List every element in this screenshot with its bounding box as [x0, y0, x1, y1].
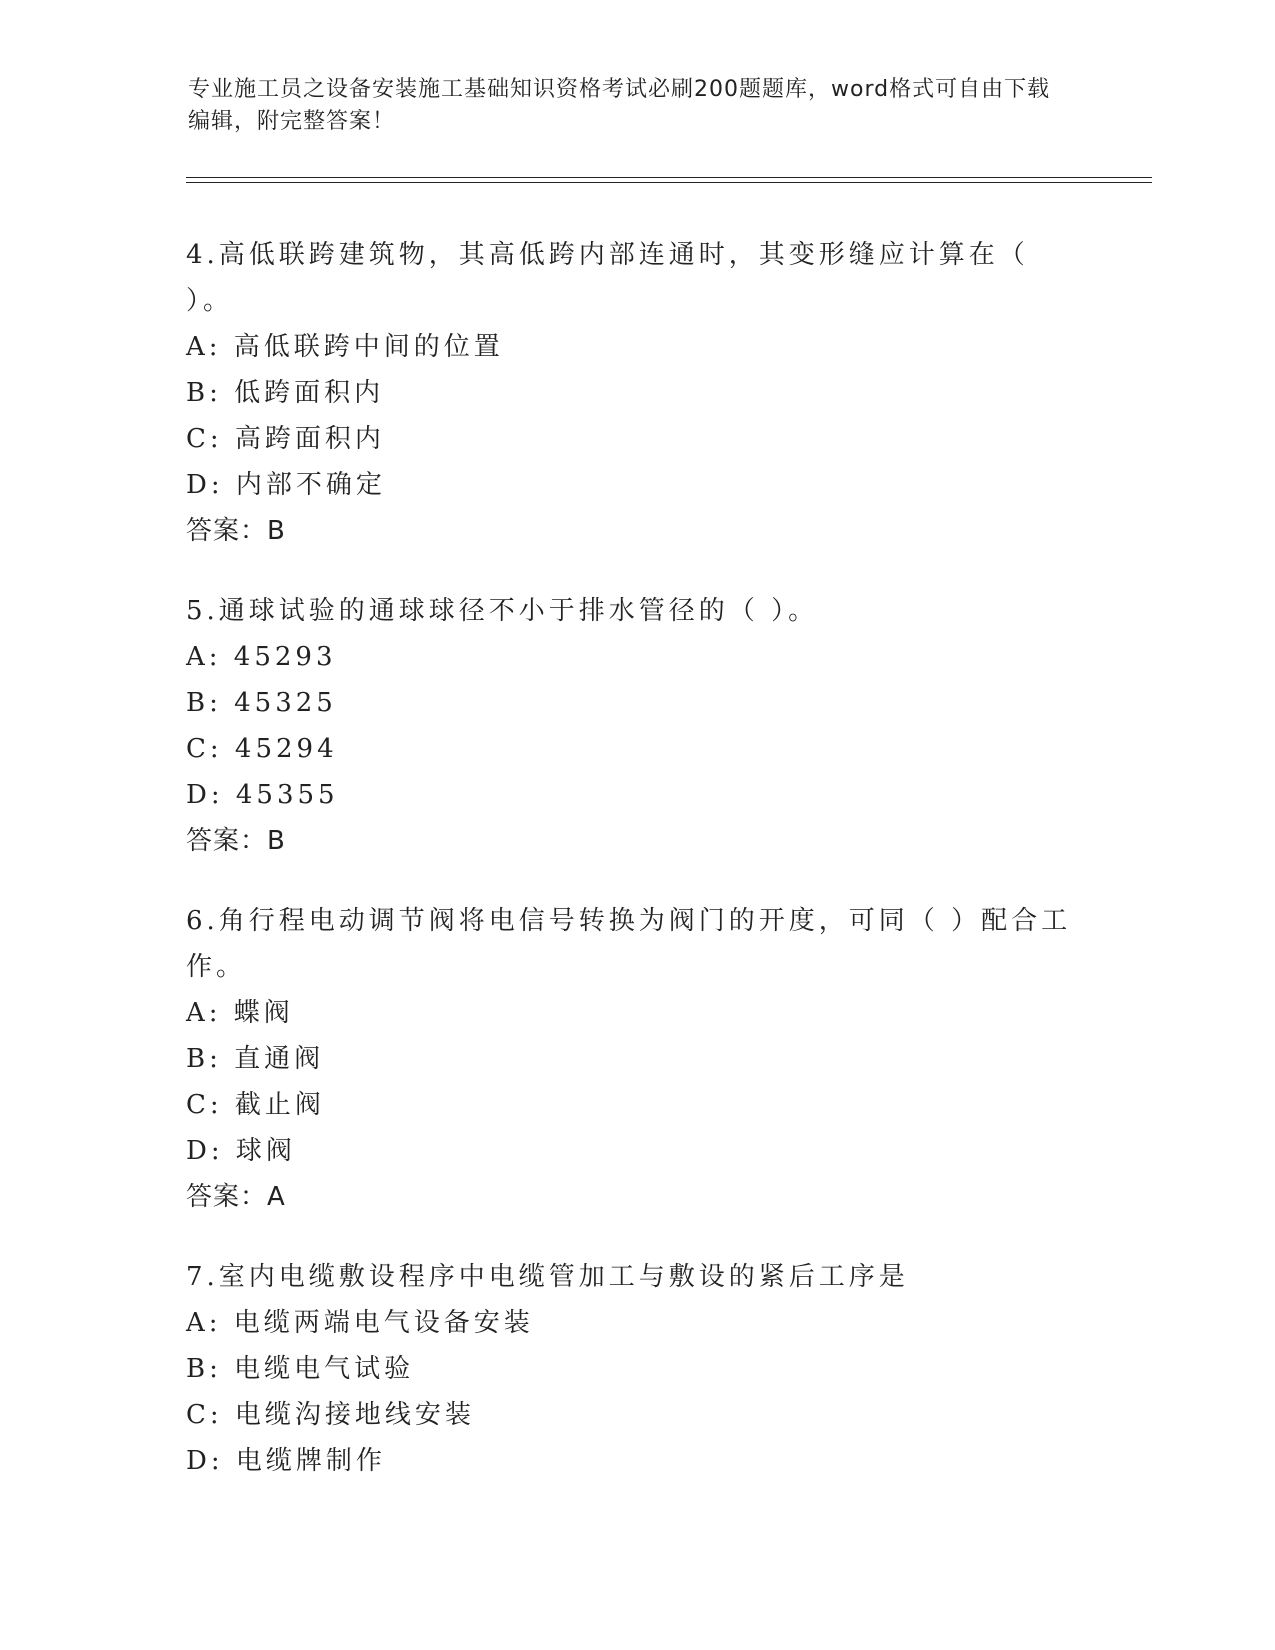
- option-c: C: 高跨面积内: [186, 424, 385, 454]
- option-b: B: 45325: [186, 688, 337, 718]
- header-rule-bottom: [186, 182, 1152, 183]
- question-stem: 4.高低联跨建筑物，其高低跨内部连通时，其变形缝应计算在（ ）。: [186, 240, 1029, 316]
- option-a: A: 电缆两端电气设备安装: [186, 1308, 534, 1338]
- question-stem: 6.角行程电动调节阀将电信号转换为阀门的开度，可同（ ）配合工作。: [186, 906, 1072, 982]
- document-header: 专业施工员之设备安装施工基础知识资格考试必刷200题题库，word格式可自由下载编辑，附完整答案！: [188, 77, 1051, 134]
- option-d: D: 电缆牌制作: [186, 1446, 386, 1476]
- option-c: C: 电缆沟接地线安装: [186, 1400, 475, 1430]
- question-5: [186, 588, 1086, 864]
- option-c: C: 45294: [186, 734, 338, 764]
- option-d: D: 球阀: [186, 1136, 296, 1166]
- option-d: D: 内部不确定: [186, 470, 386, 500]
- question-stem: 5.通球试验的通球球径不小于排水管径的（ ）。: [186, 596, 819, 626]
- option-b: B: 电缆电气试验: [186, 1354, 415, 1384]
- option-a: A: 蝶阀: [186, 998, 294, 1028]
- option-b: B: 直通阀: [186, 1044, 325, 1074]
- question-6: [186, 898, 1086, 1220]
- question-stem: 7.室内电缆敷设程序中电缆管加工与敷设的紧后工序是: [186, 1262, 909, 1292]
- answer: 答案：B: [186, 516, 286, 546]
- option-b: B: 低跨面积内: [186, 378, 385, 408]
- question-7: [186, 1254, 1086, 1484]
- header-rule-top: [186, 177, 1152, 178]
- question-4: [186, 232, 1086, 554]
- question-list: [186, 232, 1086, 1518]
- option-a: A: 45293: [186, 642, 337, 672]
- answer: 答案：A: [186, 1182, 286, 1212]
- option-c: C: 截止阀: [186, 1090, 325, 1120]
- option-a: A: 高低联跨中间的位置: [186, 332, 504, 362]
- option-d: D: 45355: [186, 780, 339, 810]
- answer: 答案：B: [186, 826, 286, 856]
